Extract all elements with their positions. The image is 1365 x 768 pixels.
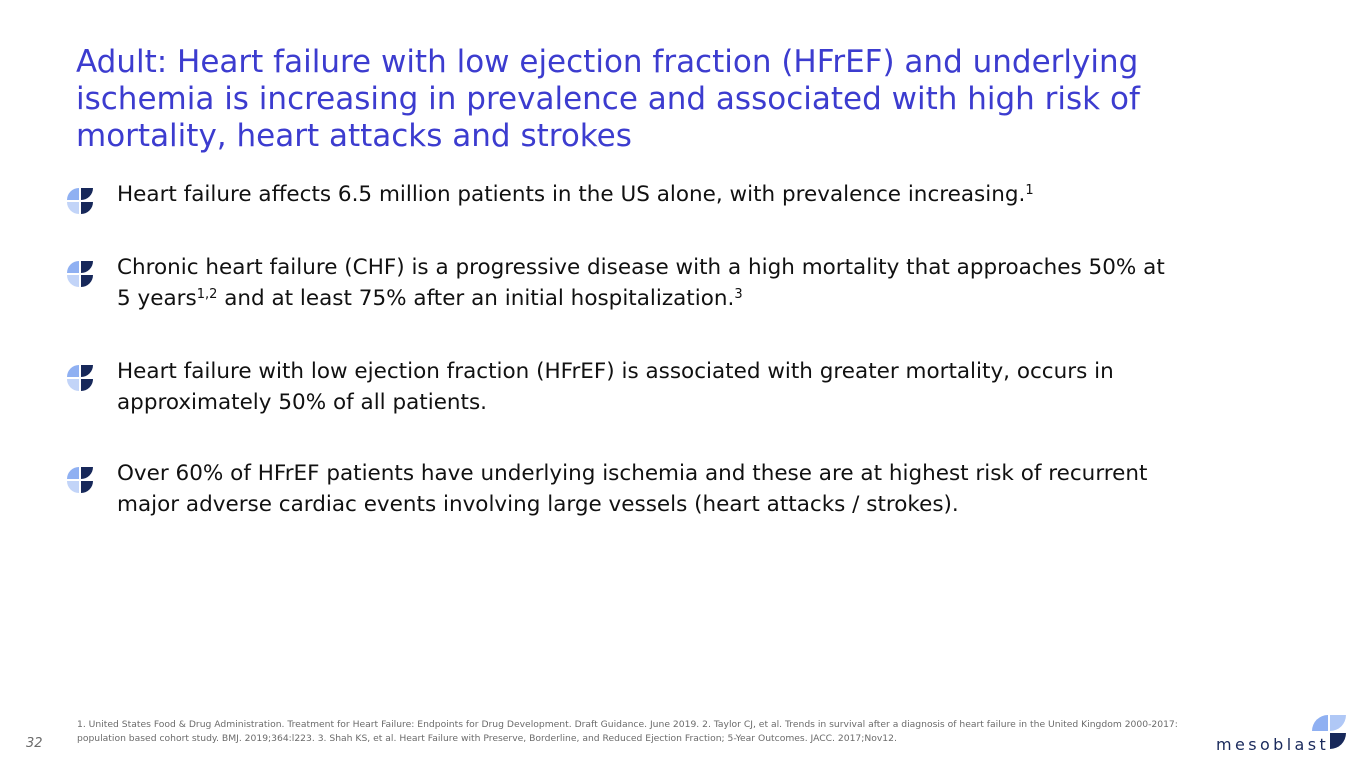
bullet-text xyxy=(117,252,1167,314)
page-number: 32 xyxy=(26,736,43,751)
bullet-text-segment: Heart failure with low ejection fraction (HFrEF) is associated with greater mortality, occurs in approximately 50% of all patients. xyxy=(117,359,1114,415)
mesoblast-logo-text: mesoblast xyxy=(1216,735,1330,754)
citation-superscript: 1 xyxy=(1025,183,1034,198)
bullet-text-segment: Over 60% of HFrEF patients have underlying ischemia and these are at highest risk of recurrent major adverse cardiac events involving large vessels (heart attacks / strokes). xyxy=(117,461,1148,517)
bullet-text-segment: and at least 75% after an initial hospitalization. xyxy=(217,286,735,311)
footnote-references: 1. United States Food & Drug Administration. Treatment for Heart Failure: Endpoints for Drug Development. Draft Guidance. June 2019. 2. Taylor CJ, et al. Trends in survival after a diagnosis of heart failure in the United Kingdom 2000-2017: population based cohort study. BMJ. 2019;364:l223. 3. Shah KS, et al. Heart Failure with Preserve, Borderline, and Reduced Ejection Fraction; 5-Year Outcomes. JACC. 2017;Nov12. xyxy=(77,719,1178,744)
bullet-text xyxy=(117,458,1167,520)
quarter-circle-bullet-icon xyxy=(66,364,94,392)
citation-superscript: 3 xyxy=(734,287,743,302)
quarter-circle-bullet-icon xyxy=(66,466,94,494)
bullet-text-segment: Heart failure affects 6.5 million patients in the US alone, with prevalence increasing. xyxy=(117,182,1026,207)
bullet-text xyxy=(117,356,1167,418)
quarter-circle-bullet-icon xyxy=(66,260,94,288)
slide-title: Adult: Heart failure with low ejection fraction (HFrEF) and underlying ischemia is increasing in prevalence and associated with high risk of mortality, heart attacks and strokes xyxy=(76,44,1140,154)
quarter-circle-bullet-icon xyxy=(66,187,94,215)
bullet-text xyxy=(117,179,1167,210)
citation-superscript: 1,2 xyxy=(196,287,218,302)
bullet-text-segment: Chronic heart failure (CHF) is a progressive disease with a high mortality that approaches 50% at 5 years xyxy=(117,255,1165,311)
